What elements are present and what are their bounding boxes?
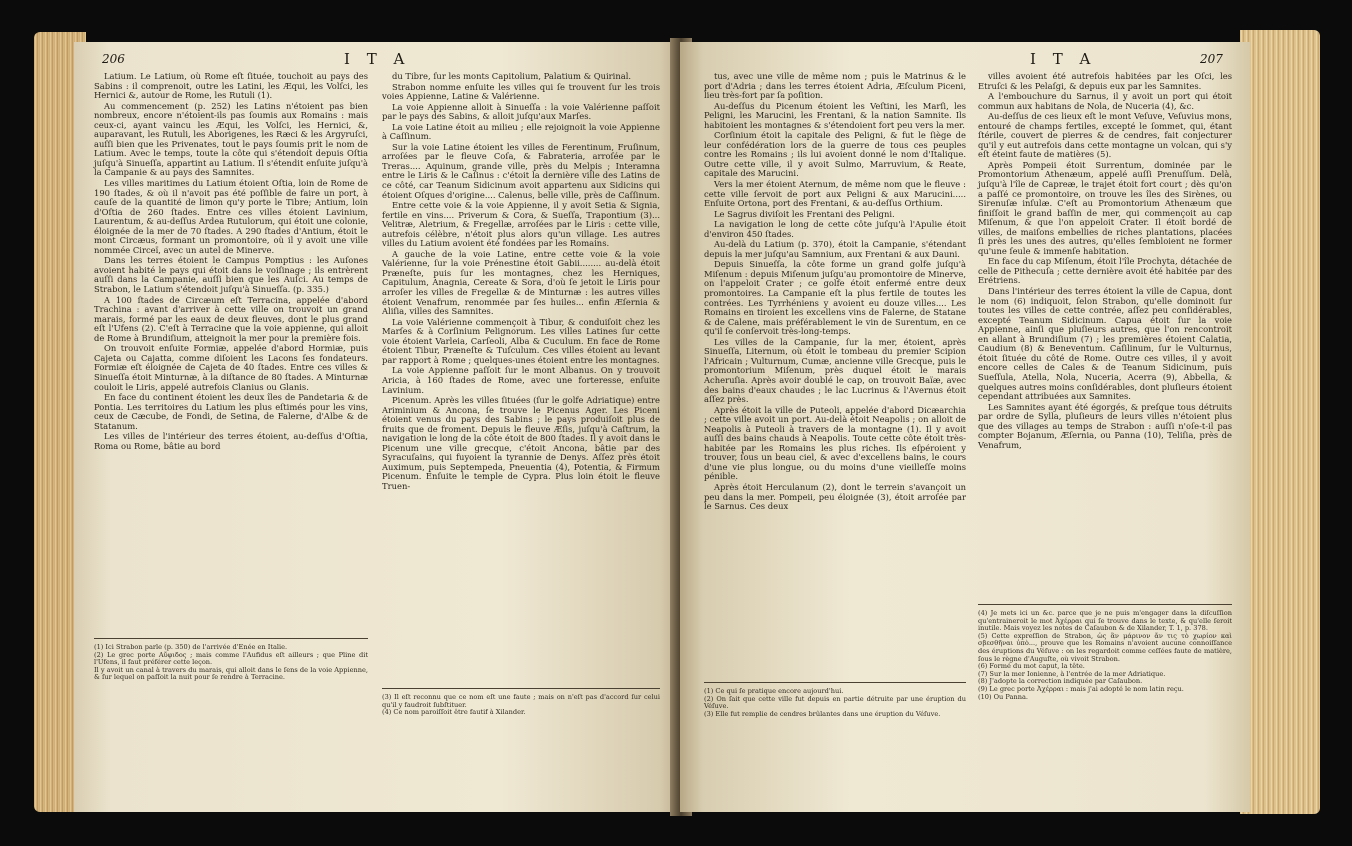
paragraph: La voie Appienne alloit à Sinueſſa : la voie Valérienne paſſoit par le pays des Sabins, & alloit juſqu'aux Marſes.: [382, 101, 660, 122]
page-number: 206: [102, 52, 125, 66]
running-header: I T A: [1030, 50, 1097, 68]
paragraph: Dans les terres étoient le Campus Pomptius : les Auſones avoient habité le pays qui étoit dans le voiſinage ; ils entrèrent auſſi dans la Campanie, auſſi bien que les Auſci. Au temps de Strabon, le Latium s'étendoit juſqu'à Sinueſſa. (p. 335.): [94, 255, 368, 295]
paragraph: Au-deſſus de ces lieux eſt le mont Veſuve, Veſuvius mons, entouré de champs fertiles, excepté le ſommet, qui, étant ſtérile, couvert de pierres & de cendres, fait conjecturer qu'il y eut autrefois dans cette montagne un volcan, qui s'y eſt éteint faute de matières (5).: [978, 111, 1232, 160]
paragraph: Strabon nomme enſuite les villes qui ſe trouvent ſur les trois voies Appienne, Latine & Valérienne.: [382, 81, 660, 102]
paragraph: En face du cap Miſenum, étoit l'île Prochyta, détachée de celle de Pithecuſa ; cette dernière avoit été habitée par des Erétriens.: [978, 256, 1232, 286]
footnote: (2) On ſait que cette ville fut depuis en partie détruite par une éruption du Véſuve.: [704, 694, 966, 711]
paragraph: En face du continent étoient les deux îles de Pandetaria & de Pontia. Les territoires du Latium les plus eſtimés pour les vins, ceux de Cæcube, de Fondi, de Setina, de Falerne, d'Albe & de Statanum.: [94, 392, 368, 431]
paragraph: Picenum. Après les villes ſituées (ſur le golfe Adriatique) entre Ariminium & Ancona, ſe trouve le Picenus Ager. Les Piceni étoient venus du pays des Sabins ; le pays produiſoit plus de fruits que de froment. Depuis le fleuve Æſis, juſqu'à Caſtrum, la navigation le long de la côte étoit de 800 ſtades. Il y avoit dans le Picenum une ville grecque, c'étoit Ancona, bâtie par des Syracuſains, qui fuyoient la tyrannie de Denys. Aſſez près étoit Auximum, puis Septempeda, Pneuentia (4), Potentia, & Firmum Picenum. Enſuite le temple de Cypra. Plus loin étoit le fleuve Truen-: [382, 395, 660, 491]
page-edges-right: [1240, 30, 1320, 814]
paragraph: La voie Latine étoit au milieu ; elle rejoignoit la voie Appienne à Caſſinum.: [382, 121, 660, 142]
footnote-rule: [978, 604, 1232, 605]
paragraph: Les Samnites ayant été égorgés, & preſque tous détruits par ordre de Sylla, pluſieurs de leurs villes n'étoient plus que des villages au temps de Strabon : auſſi n'oſe-t-il pas compter Bojanum, Æſernia, ou Panna (10), Teliſia, près de Venafrum,: [978, 401, 1232, 450]
footnote-rule: [382, 688, 660, 689]
paragraph: Vers la mer étoient Aternum, de même nom que le fleuve : cette ville ſervoit de port aux Peligni & aux Marucini..... Enſuite Ortona, port des Frentani, & au-deſſus Orthium.: [704, 179, 966, 209]
paragraph: Corſinium étoit la capitale des Peligni, & fut le ſiège de leur confédération lors de la guerre de tous ces peuples contre les Romains ; ils lui avoient donné le nom d'Italique. Outre cette ville, il y avoit Sulmo, Marruvium, & Reate, capitale des Marucini.: [704, 130, 966, 179]
text-column: [978, 72, 1232, 451]
page-number: 207: [1200, 52, 1223, 66]
footnote: (8) J'adopte la correction indiquée par Caſaubon.: [978, 677, 1143, 686]
footnote: (4) Je mets ici un &c. parce que je ne puis m'engager dans la diſcuſſion qu'entraineroit le mot Ἀχέρραι qui ſe trouve dans le texte, & qu'elle ſeroit inutile. Mais voyez les notes de Caſaubon & de Xilander, T. 1, p. 378.: [978, 609, 1232, 633]
paragraph: Entre cette voie & la voie Appienne, il y avoit Setia & Signia, fertile en vins.... Priverum & Cora, & Sueſſa, Trapontium (3)... Velitræ, Aletrium, & Fregellæ, arroſées par le Liris : cette ville, autrefois célèbre, n'étoit plus alors qu'un village. Les autres villes du Latium avoient été fondées par les Romains.: [382, 200, 660, 249]
paragraph: Les villes maritimes du Latium étoient Oſtia, loin de Rome de 190 ſtades, & où il n'avoit pas été poſſible de faire un port, à cauſe de la quantité de limon qu'y porte le Tibre; Antium, loin d'Oſtia de 260 ſtades. Entre ces villes étoient Lavinium, Laurentum, & au-deſſus Ardea Rutulorum, qui étoit une colonie, éloignée de la mer de 70 ſtades. A 290 ſtades d'Antium, étoit le mont Circæus, formant un promontoire, où il y avoit une ville nommée Circeï, avec un autel de Minerve.: [94, 178, 368, 255]
open-book: [34, 12, 1320, 832]
paragraph: A l'embouchure du Sarnus, il y avoit un port qui étoit commun aux habitans de Nola, de Nuceria (4), &c.: [978, 91, 1232, 111]
footnote: Il y avoit un canal à travers du marais, qui alloit dans le ſens de la voie Appienne, & ſur lequel on paſſoit la nuit pour ſe rendre à Terracine.: [94, 665, 368, 682]
text-column: [704, 72, 966, 513]
paragraph: Au commencement (p. 252) les Latins n'étoient pas bien nombreux, encore n'étoient-ils pas ſoumis aux Romains : mais ceux-ci, ayant vaincu les Æqui, les Volſci, les Hernici, &, auparavant, les Rutuli, les Aborigenes, les Ræci & les Argyruſci, auſſi bien que les Privenates, tout le pays ſoumis prit le nom de Latium. Avec le temps, toute la côte qui s'étendoit depuis Oſtia juſqu'à Sinueſſa, appartint au Latium. Il s'étendit enſuite juſqu'à la Campanie & au pays des Samnites.: [94, 100, 368, 178]
footnote: (7) Sur la mer Ionienne, à l'entrée de la mer Adriatique.: [978, 669, 1166, 678]
paragraph: du Tibre, ſur les monts Capitolium, Palatium & Quirinal.: [392, 71, 632, 81]
paragraph: villes avoient été autrefois habitées par les Oſci, les Etruſci & les Pelaſgi, & depuis eux par les Samnites.: [978, 71, 1232, 91]
paragraph: La voie Appienne paſſoit ſur le mont Albanus. On y trouvoit Aricia, à 160 ſtades de Rome, avec une forteresse, enſuite Lavinium.: [382, 365, 660, 395]
footnote-rule: [704, 682, 966, 683]
footnote: (10) Ou Panna.: [978, 692, 1028, 701]
paragraph: Après étoit la ville de Puteoli, appelée d'abord Dicæarchia ; cette ville avoit un port. Au-delà étoit Neapolis ; on alloit de Neapolis à Puteoli à travers de la montagne (1). Il y avoit auſſi des bains chauds à Neapolis. Toute cette côte étoit très-habitée par les Romains les plus riches. Ils eſpéroient y trouver, ſous un beau ciel, & avec d'excellens bains, le cours d'une vie plus longue, ou du moins d'une vieilleſſe moins pénible.: [704, 404, 966, 482]
paragraph: A gauche de la voie Latine, entre cette voie & la voie Valérienne, ſur la voie Prénestine étoit Gabii........ au-delà étoit Præneſte, puis ſur les montagnes, chez les Herniques, Capitulum, Anagnia, Cereate & Sora, d'où ſe jetoit le Liris pour arroſer les villes de Fregellæ & de Minturnæ : les autres villes étoient Venafrum, renommée par ſes huiles... enfin Æſernia & Aliſia, villes des Samnites.: [382, 248, 660, 317]
paragraph: Sur la voie Latine étoient les villes de Ferentinum, Fruſinum, arroſées par le fleuve Coſa, & Fabrateria, arroſée par le Treras.... Aquinum, grande ville, près du Melpis ; Interamna entre le Liris & le Caſinus : c'étoit la dernière ville des Latins de ce côté, car Teanum Sidicinum avoit appartenu aux Sidicins qui étoient Oſques d'origine.... Calenus, belle ville, près de Caſſinum.: [382, 141, 660, 200]
footnote: (5) Cette expreſſion de Strabon, ὡς ἂν μάρινον ἄν τις τὸ χωρίον καὶ σβεσθῆναι ὑπὸ..., prouve que les Romains n'avoient aucune connoiſſance des éruptions du Véſuve : on les regardoit comme ceſſées faute de matière, ſous le règne d'Auguſte, où vivoit Strabon.: [978, 631, 1232, 663]
running-header: I T A: [344, 50, 411, 68]
paragraph: Au-delà du Latium (p. 370), étoit la Campanie, s'étendant depuis la mer juſqu'au Samnium, aux Frentani & aux Dauni.: [704, 239, 966, 259]
right-page: [680, 42, 1250, 812]
footnote: (4) Ce nom paroiſſoit être fautif à Xilander.: [382, 708, 526, 717]
paragraph: Au-deſſus du Picenum étoient les Veſtini, les Marſi, les Peligni, les Marucini, les Frentani, & la nation Samnite. Ils habitoient les montagnes & s'étendoient fort peu vers la mer.: [704, 100, 966, 130]
paragraph: Dans l'intérieur des terres étoient la ville de Capua, dont le nom (6) indiquoit, ſelon Strabon, qu'elle dominoit ſur toutes les villes de cette contrée, aſſez peu conſidérables, excepté Teanum Sidicinum. Capua étoit ſur la voie Appienne, ainſi que pluſieurs autres, que l'on rencontroit en allant à Brundiſium (7) ; les premières étoient Calatia, Caudium (8) & Beneventum. Caſilinum, ſur le Vulturnus, étoit ſituée du côté de Rome. Outre ces villes, il y avoit encore celles de Cales & de Teanum Sidicinum, puis Sueſſula, Atella, Nola, Nuceria, Acerra (9), Abbella, & quelques autres moins conſidérables, dont pluſieurs étoient cependant attribuées aux Samnites.: [978, 286, 1232, 402]
text-column: [94, 72, 368, 452]
paragraph: Latium. Le Latium, où Rome eſt ſituée, touchoit au pays des Sabins : il comprenoit, outre les Latini, les Æqui, les Volſci, les Hernici &, autour de Rome, les Rutuli (1).: [94, 71, 368, 101]
footnotes: [382, 694, 660, 717]
footnote: (9) Le grec porte Ἀχέρραι : mais j'ai adopté le nom latin reçu.: [978, 684, 1184, 693]
left-page: [74, 42, 684, 812]
paragraph: A 100 ſtades de Circæum eſt Terracina, appelée d'abord Trachina : avant d'arriver à cette ville on trouvoit un grand marais, formé par les eaux de deux fleuves, dont le plus grand eſt l'Ufens (2). C'eſt à Terracine que la voie appienne, qui alloit de Rome à Brundiſium, atteignoit la mer pour la première fois.: [94, 294, 368, 343]
footnote: (1) Ici Strabon parle (p. 350) de l'arrivée d'Enée en Italie.: [94, 643, 288, 651]
footnote: (2) Le grec porte Αὔφιδος ; mais comme l'Aufidus eſt ailleurs ; que Pline dit l'Ufens, il faut préférer cette leçon.: [94, 650, 368, 667]
paragraph: Depuis Sinueſſa, la côte forme un grand golfe juſqu'à Miſenum : depuis Miſenum juſqu'au promontoire de Minerve, on l'appeloit Crater ; ce golfe étoit enfermé entre deux promontoires. La Campanie eſt la plus fertile de toutes les contrées. Les Tyrrhéniens y avoient eu douze villes.... Les Romains en tiroient les excellens vins de Falerne, de Statane & de Calene, mais préférablement le vin de Surentum, en ce qu'il ſe conſervoit très-long-temps.: [704, 259, 966, 337]
footnote-rule: [94, 638, 368, 639]
paragraph: Après Pompeii étoit Surrentum, dominée par le Promontorium Athenæum, appelé auſſi Prenuſſum. Delà, juſqu'à l'île de Capreæ, le trajet étoit fort court ; dès qu'on a paſſé ce promontoire, on trouve les îles des Sirènes, ou Sirenuſæ inſulæ. C'eſt au Promontorium Athenæum que finiſſoit le grand baſſin de mer, qui commençoit au cap Miſenum, & que l'on appeloit Crater. Il étoit bordé de villes, de maiſons embellies de riches plantations, placées ſi près les unes des autres, qu'elles ſembloient ne former qu'une ſeule & immenſe habitation.: [978, 159, 1232, 256]
footnotes: [94, 644, 368, 682]
paragraph: La navigation le long de cette côte juſqu'à l'Apulie étoit d'environ 450 ſtades.: [704, 219, 966, 239]
text-column: [382, 72, 660, 493]
footnote: (3) Il eſt reconnu que ce nom eſt une faute ; mais on n'eſt pas d'accord ſur celui qu'il y faudroit ſubſtituer.: [382, 693, 660, 709]
footnotes: [978, 610, 1232, 701]
paragraph: La voie Valérienne commençoit à Tibur, & conduiſoit chez les Marſes & à Corſinium Pelignorum. Les villes Latines ſur cette voie étoient Varleia, Carſeoli, Alba & Cuculum. En face de Rome étoient Tibur, Præneſte & Tuſculum. Ces villes étoient au levant par rapport à Rome ; quelques-unes étoient entre les montagnes.: [382, 316, 660, 365]
footnote: (3) Elle fut remplie de cendres brûlantes dans une éruption du Véſuve.: [704, 709, 941, 718]
footnotes: [704, 688, 966, 718]
paragraph: Le Sagrus diviſoit les Frentani des Peligni.: [714, 208, 895, 219]
footnote: (1) Ce qui ſe pratique encore aujourd'hui.: [704, 687, 844, 695]
paragraph: On trouvoit enſuite Formiæ, appelée d'abord Hormiæ, puis Cajeta ou Cajatta, comme diſoient les Lacons ſes fondateurs. Formiæ eſt éloignée de Cajeta de 40 ſtades. Entre ces villes & Sinueſſa étoit Minturnæ, à la diſtance de 80 ſtades. A Minturnæ couloit le Liris, appelé autrefois Clanius ou Glanis.: [94, 343, 368, 392]
paragraph: Après étoit Herculanum (2), dont le terrein s'avançoit un peu dans la mer. Pompeii, peu éloignée (3), étoit arroſée par le Sarnus. Ces deux: [704, 481, 966, 512]
paragraph: Les villes de l'intérieur des terres étoient, au-deſſus d'Oſtia, Roma ou Rome, bâtie au bord: [94, 431, 368, 451]
footnote: (6) Formé du mot caput, la tête.: [978, 662, 1085, 671]
paragraph: tus, avec une ville de même nom ; puis le Matrinus & le port d'Adria ; dans les terres étoient Adria, Æſculum Piceni, lieu très-fort par ſa poſition.: [704, 71, 966, 101]
paragraph: Les villes de la Campanie, ſur la mer, étoient, après Sinueſſa, Liternum, où étoit le tombeau du premier Scipion l'Africain ; Vulturnum, Cumæ, ancienne ville Grecque, puis le promontorium Miſenum, près duquel étoit le marais Acheruſia. Après avoir doublé le cap, on trouvoit Baïæ, avec des bains d'eaux chaudes ; le lac Lucrinus & l'Avernus étoit aſſez près.: [704, 336, 966, 405]
